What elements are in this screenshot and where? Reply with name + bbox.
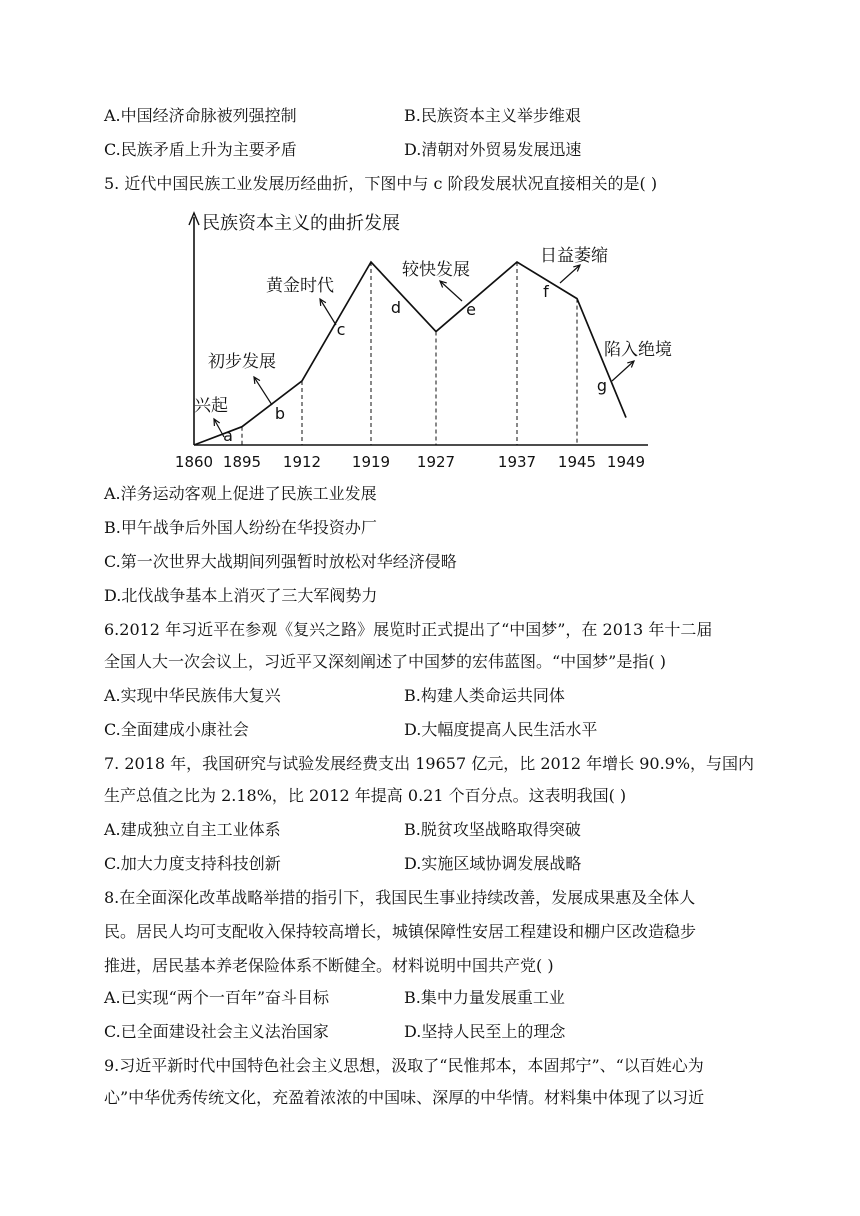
x-tick-label: 1860 <box>174 453 214 470</box>
q8-option-d: D.坚持人民至上的理念 <box>404 1022 566 1041</box>
x-tick-label: 1927 <box>416 453 456 470</box>
q4-option-b: B.民族资本主义举步维艰 <box>404 106 581 125</box>
q5-option-a: A.洋务运动客观上促进了民族工业发展 <box>104 484 377 503</box>
q7-stem-line1: 7. 2018 年，我国研究与试验发展经费支出 19657 亿元，比 2012 年增长 90.9%，与国内 <box>104 754 755 773</box>
segment-label: d <box>390 298 402 317</box>
segment-label: g <box>596 376 608 395</box>
q8-option-c: C.已全面建设社会主义法治国家 <box>104 1022 329 1041</box>
annotation-arrow-shaft <box>560 265 580 283</box>
x-tick-label: 1937 <box>497 453 537 470</box>
q4-option-a: A.中国经济命脉被列强控制 <box>104 106 297 125</box>
segment-label: c <box>336 320 346 339</box>
q7-option-b: B.脱贫攻坚战略取得突破 <box>404 820 581 839</box>
stage-annotation: 较快发展 <box>402 260 470 280</box>
segment-label: b <box>274 404 286 423</box>
q5-option-b: B.甲午战争后外国人纷纷在华投资办厂 <box>104 518 377 537</box>
stage-annotation: 黄金时代 <box>266 276 334 296</box>
q4-option-c: C.民族矛盾上升为主要矛盾 <box>104 140 297 159</box>
q8-stem-line2: 民。居民人均可支配收入保持较高增长，城镇保障性安居工程建设和棚户区改造稳步 <box>104 922 697 941</box>
q6-stem-line1: 6.2012 年习近平在参观《复兴之路》展览时正式提出了“中国梦”，在 2013 年十二届 <box>104 620 713 639</box>
annotation-arrow-shaft <box>254 377 272 405</box>
x-tick-label: 1949 <box>606 453 646 470</box>
q8-stem-line1: 8.在全面深化改革战略举措的指引下，我国民生事业持续改善，发展成果惠及全体人 <box>104 888 696 907</box>
q7-option-a: A.建成独立自主工业体系 <box>104 820 281 839</box>
q6-stem-line2: 全国人大一次会议上，习近平又深刻阐述了中国梦的宏伟蓝图。“中国梦”是指( ) <box>104 652 666 671</box>
q7-stem-line2: 生产总值之比为 2.18%，比 2012 年提高 0.21 个百分点。这表明我国( ) <box>104 786 627 805</box>
x-tick-label: 1945 <box>557 453 597 470</box>
segment-label: f <box>543 282 549 301</box>
annotation-arrow-shaft <box>440 281 462 301</box>
stage-annotation: 陷入绝境 <box>604 340 672 360</box>
q6-option-b: B.构建人类命运共同体 <box>404 686 565 705</box>
q9-stem-line1: 9.习近平新时代中国特色社会主义思想，汲取了“民惟邦本，本固邦宁”、“以百姓心为 <box>104 1056 704 1075</box>
q8-option-a: A.已实现“两个一百年”奋斗目标 <box>104 988 330 1007</box>
q5-option-c: C.第一次世界大战期间列强暂时放松对华经济侵略 <box>104 552 457 571</box>
q6-option-c: C.全面建成小康社会 <box>104 720 249 739</box>
q7-option-c: C.加大力度支持科技创新 <box>104 854 281 873</box>
segment-label: e <box>466 300 476 319</box>
q6-option-a: A.实现中华民族伟大复兴 <box>104 686 281 705</box>
chart-title: 民族资本主义的曲折发展 <box>202 213 400 234</box>
annotation-arrow-head <box>254 377 260 384</box>
q5-option-d: D.北伐战争基本上消灭了三大军阀势力 <box>104 586 378 605</box>
stage-annotation: 兴起 <box>194 396 228 416</box>
q4-option-d: D.清朝对外贸易发展迅速 <box>404 140 582 159</box>
q8-stem-line3: 推进，居民基本养老保险体系不断健全。材料说明中国共产党( ) <box>104 956 554 975</box>
segment-label: a <box>223 426 233 445</box>
q9-stem-line2: 心”中华优秀传统文化，充盈着浓浓的中国味、深厚的中华情。材料集中体现了以习近 <box>104 1088 705 1107</box>
q8-option-b: B.集中力量发展重工业 <box>404 988 565 1007</box>
chart-figure <box>160 205 700 470</box>
x-tick-label: 1912 <box>282 453 322 470</box>
stage-annotation: 日益萎缩 <box>540 246 608 266</box>
annotation-arrow-shaft <box>612 361 634 381</box>
x-tick-label: 1895 <box>222 453 262 470</box>
q6-option-d: D.大幅度提高人民生活水平 <box>404 720 598 739</box>
x-tick-label: 1919 <box>351 453 391 470</box>
q7-option-d: D.实施区域协调发展战略 <box>404 854 582 873</box>
annotation-arrow-shaft <box>320 299 336 325</box>
q5-stem: 5. 近代中国民族工业发展历经曲折，下图中与 c 阶段发展状况直接相关的是( ) <box>104 174 658 193</box>
stage-annotation: 初步发展 <box>208 352 276 372</box>
